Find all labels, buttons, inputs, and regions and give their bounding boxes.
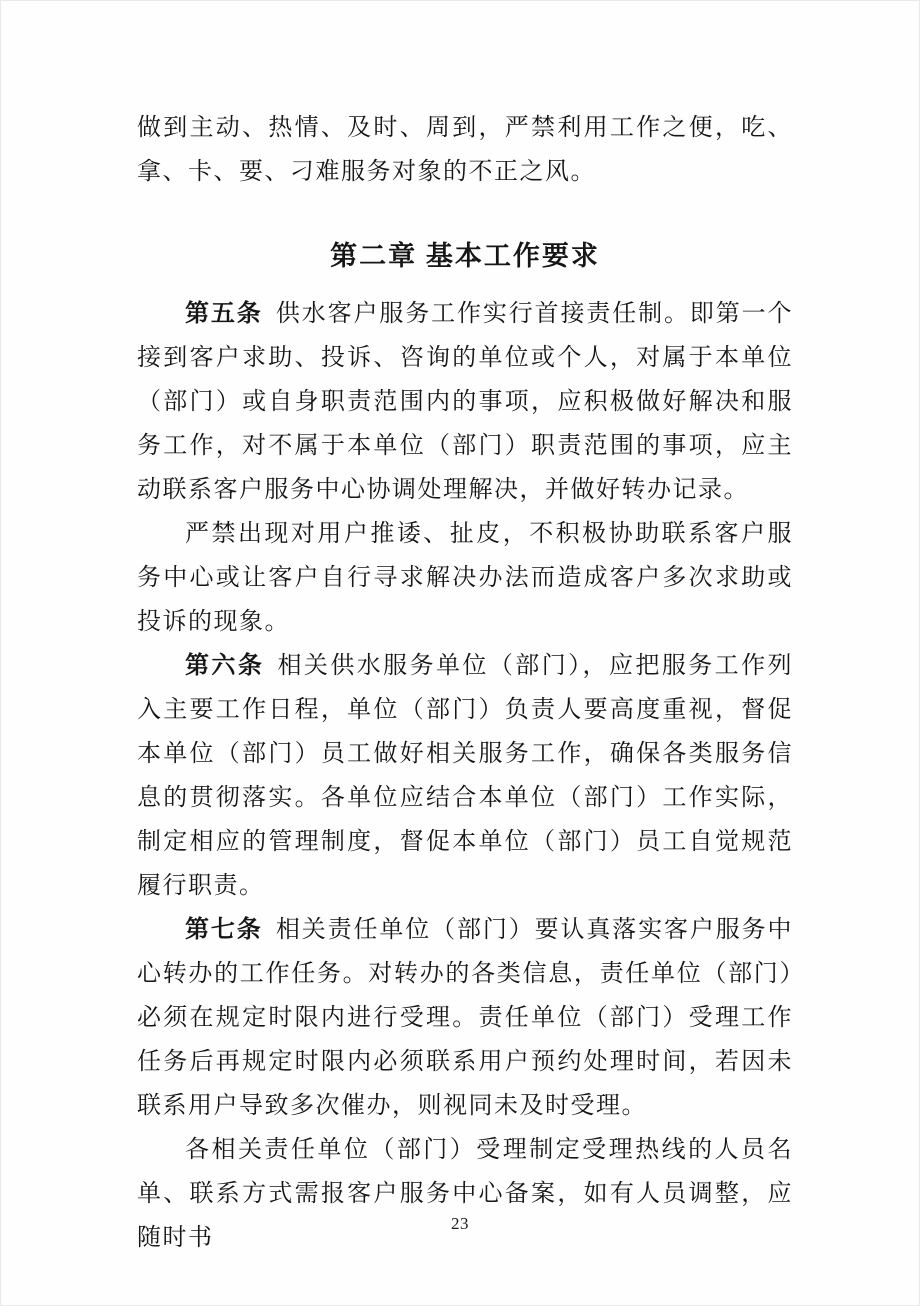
article-6-text: 相关供水服务单位（部门），应把服务工作列入主要工作日程，单位（部门）负责人要高度重视，督促本单位（部门）员工做好相关服务工作，确保各类服务信息的贯彻落实。各单位应结合本单位（部门）工作实际，制定相应的管理制度，督促本单位（部门）员工自觉规范履行职责。 — [137, 653, 794, 899]
article-7-paragraph — [137, 908, 793, 1128]
article-5-paragraph — [137, 292, 793, 512]
prohibition-paragraph — [137, 512, 793, 644]
article-7-label: 第七条 — [185, 917, 263, 943]
continuation-paragraph: 做到主动、热情、及时、周到，严禁利用工作之便，吃、拿、卡、要、刁难服务对象的不正之风。 — [137, 115, 793, 185]
article-6-paragraph — [137, 644, 793, 908]
page-number: 23 — [451, 1214, 469, 1233]
record-filing-paragraph — [137, 1128, 793, 1260]
article-5-text: 供水客户服务工作实行首接责任制。即第一个接到客户求助、投诉、咨询的单位或个人，对属于本单位（部门）或自身职责范围内的事项，应积极做好解决和服务工作，对不属于本单位（部门）职责范围的事项，应主动联系客户服务中心协调处理解决，并做好转办记录。 — [137, 301, 794, 503]
record-filing-paragraph-text: 各相关责任单位（部门）受理制定受理热线的人员名单、联系方式需报客户服务中心备案，如有人员调整，应随时书 — [137, 1137, 793, 1251]
chapter-heading: 第二章 基本工作要求 — [330, 241, 600, 271]
article-5-label: 第五条 — [185, 301, 263, 327]
article-7-text: 相关责任单位（部门）要认真落实客户服务中心转办的工作任务。对转办的各类信息，责任单位（部门）必须在规定时限内进行受理。责任单位（部门）受理工作任务后再规定时限内必须联系用户预约处理时间，若因未联系用户导致多次催办，则视同未及时受理。 — [137, 917, 794, 1119]
article-6-label: 第六条 — [185, 653, 265, 679]
document-body — [137, 106, 793, 1260]
prohibition-paragraph-text: 严禁出现对用户推诿、扯皮，不积极协助联系客户服务中心或让客户自行寻求解决办法而造成客户多次求助或投诉的现象。 — [137, 521, 793, 635]
